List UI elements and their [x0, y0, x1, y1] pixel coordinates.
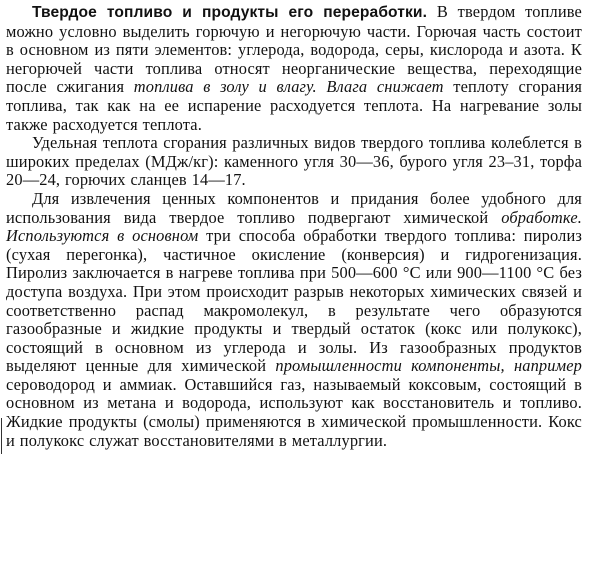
paragraph-1-italic: топлива в золу и влагу. Влага снижает: [133, 77, 444, 97]
paragraph-3: [6, 190, 582, 450]
section-heading: Твердое топливо и продукты его переработки.: [32, 4, 428, 21]
paragraph-2: Удельная теплота сгорания различных видов твердого топлива колеблется в широких пределах (МДж/кг): каменного угля 30—36, бурого угля 23–31, торфа 20—24, горючих сланцев 14—17.: [6, 133, 582, 190]
paragraph-3-italic-b: промышленности компоненты, например: [275, 356, 582, 376]
paragraph-3-text-a: Для извлечения ценных компонентов и придания более удобного для использования вида твердое топливо подвергают химической: [6, 188, 582, 227]
paragraph-3-text-c: сероводород и аммиак. Оставшийся газ, называемый коксовым, состоящий в основном из метана и водорода, используют как восстановитель и топливо. Жидкие продукты (смолы) применяются в химической промышленности. Кокс и полукокс служат восстановителями в металлургии.: [6, 374, 582, 450]
paragraph-1-text-a: В твердом топливе можно условно выделить горючую и негорючую части. Горючая часть состоит в основном из пяти элементов: углерода, водорода, серы, кислорода и азота. К негорючей части топлива относят неорганические вещества, переходящие после сжигания: [6, 2, 582, 97]
paragraph-1-text-b: теплоту сгорания топлива, так как на ее испарение расходуется теплота. На нагревание золы также расходуется теплота.: [6, 77, 583, 134]
margin-mark: [1, 418, 2, 454]
paragraph-1: [6, 3, 582, 134]
paragraph-3-italic-a: обработке. Используются в основном: [6, 207, 582, 246]
paragraph-3-text-b: три способа обработки твердого топлива: пиролиз (сухая перегонка), частичное окисление (конверсия) и гидрогенизация. Пиролиз заключается в нагреве топлива при 500—600 °С или 900—1100 °С без доступа воздуха. При этом происходит разрыв некоторых химических связей и соответственно распад макромолекул, в результате чего образуются газообразные и жидкие продукты и твердый остаток (кокс или полукокс), состоящий в основном из углерода и золы. Из газообразных продуктов выделяют ценные для химической: [6, 226, 582, 376]
